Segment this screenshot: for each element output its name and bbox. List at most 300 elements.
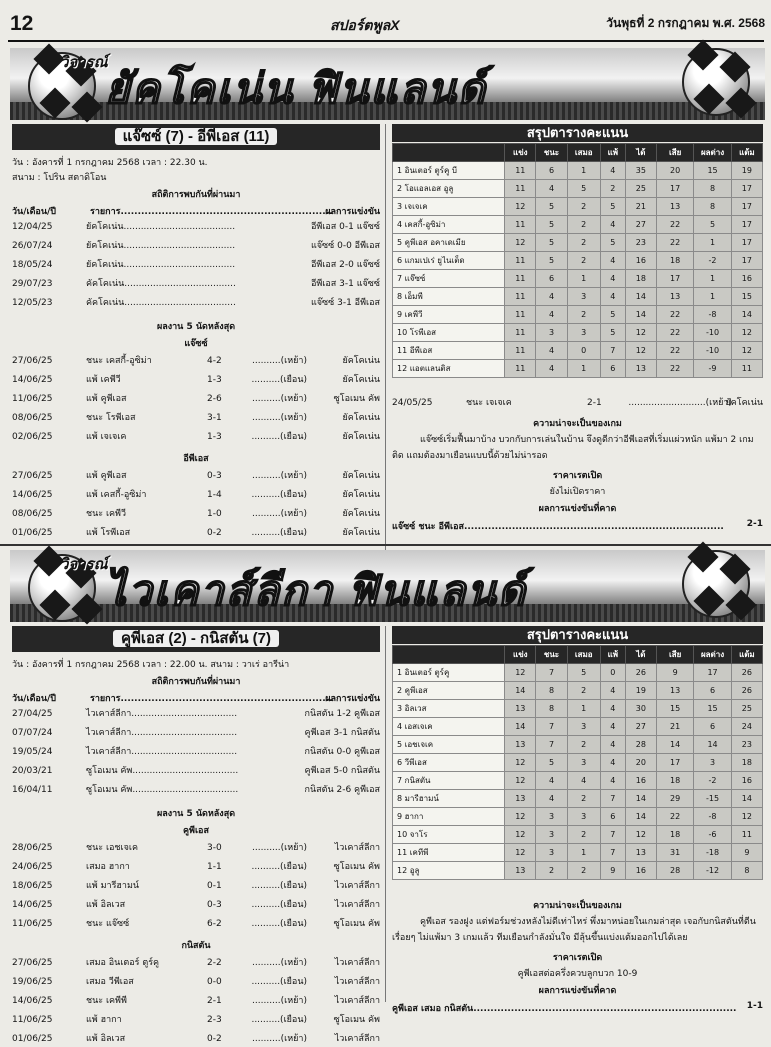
standings-rank: 4 bbox=[397, 220, 403, 229]
form-venue: ..........(เหย้า) bbox=[252, 356, 307, 366]
col-result: ผลการแข่งขัน bbox=[325, 694, 380, 704]
form-competition: ไวเคาส์ลีกา bbox=[334, 843, 380, 853]
form-venue: ..........(เยือน) bbox=[251, 977, 307, 987]
standings-cell: 14 bbox=[625, 808, 656, 826]
standings-row bbox=[393, 360, 763, 378]
standings-team-name: เอสเจเค bbox=[404, 722, 433, 731]
form-venue: ..........(เหย้า) bbox=[252, 394, 307, 404]
standings-cell: 13 bbox=[505, 862, 536, 880]
standings-rank: 3 bbox=[397, 202, 403, 211]
form-score: 2-6 bbox=[207, 394, 222, 404]
h2h-competition: ไวเคาส์ลีกา..................................... bbox=[86, 709, 238, 719]
banner-subtitle: วิจารณ์ bbox=[60, 54, 108, 71]
form-venue: ..........(เยือน) bbox=[251, 432, 307, 442]
standings-cell: 13 bbox=[505, 736, 536, 754]
form-score: 0-0 bbox=[207, 977, 222, 987]
standings-cell: 1 bbox=[567, 844, 600, 862]
h2h-row bbox=[12, 220, 380, 235]
analysis-heading: ความน่าจะเป็นของเกม bbox=[533, 901, 622, 911]
standings-cell: 4 bbox=[567, 772, 600, 790]
standings-team-name: เคสกี้-อูซิม่า bbox=[404, 220, 446, 229]
ball-panel bbox=[693, 585, 724, 616]
standings-col-header: เสีย bbox=[656, 144, 693, 162]
standings-col-header: แพ้ bbox=[600, 646, 625, 664]
h2h-result: อีพีเอส 2-0 แจ๊ซซ์ bbox=[310, 260, 380, 270]
form-score: 0-2 bbox=[207, 1034, 222, 1044]
standings-cell: 14 bbox=[656, 736, 693, 754]
standings-cell: 4 bbox=[536, 342, 567, 360]
standings-team bbox=[393, 180, 505, 198]
form-date: 08/06/25 bbox=[12, 413, 53, 423]
ball-panel bbox=[719, 51, 750, 82]
form-result: ชนะ เคสกี้-อูซิม่า bbox=[86, 356, 152, 366]
form-score: 1-0 bbox=[207, 509, 222, 519]
standings-cell: 6 bbox=[536, 162, 567, 180]
standings-cell: 2 bbox=[567, 306, 600, 324]
form-result: แพ้ เคพีวี bbox=[86, 375, 121, 385]
col-list: รายการ.............................................................. bbox=[90, 694, 333, 704]
standings-rank: 8 bbox=[397, 794, 403, 803]
standings-cell: 8 bbox=[536, 682, 567, 700]
section-divider bbox=[0, 544, 771, 546]
analysis-text: คูพีเอส รองฝูง แต่ฟอร์มช่วงหลังไม่ดีเท่าไหร่ พึ่งมาหน่อยในเกมล่าสุด เจอกับกนิสตันที่ตีนเรื่อยๆ ไม่แพ้มา 3 เกมแล้ว ทีมเยือนกำลังมั่นใจ มีลุ้นขึ้นแบ่งแต้มออกไปได้เลย bbox=[392, 917, 756, 943]
standings-team-name: วีพีเอส bbox=[404, 758, 427, 767]
form-venue: ..........(เหย้า) bbox=[252, 509, 307, 519]
h2h-date: 19/05/24 bbox=[12, 747, 53, 757]
standings-cell: 15 bbox=[694, 162, 731, 180]
standings-cell: 12 bbox=[505, 198, 536, 216]
standings-cell: 22 bbox=[656, 342, 693, 360]
form-row bbox=[12, 430, 380, 445]
standings-cell: 17 bbox=[656, 270, 693, 288]
match-title bbox=[12, 626, 380, 652]
form-date: 27/06/25 bbox=[12, 471, 53, 481]
standings-cell: 1 bbox=[694, 288, 731, 306]
form-row bbox=[12, 488, 380, 503]
h2h-competition: ยัคโคเน่น....................................... bbox=[86, 241, 236, 251]
banner-subtitle: วิจารณ์ bbox=[60, 556, 108, 573]
standings-cell: 4 bbox=[536, 790, 567, 808]
standings-row bbox=[393, 772, 763, 790]
standings-cell: -12 bbox=[694, 862, 731, 880]
form-date: 14/06/25 bbox=[12, 900, 53, 910]
form-date: 24/06/25 bbox=[12, 862, 53, 872]
form-score: 1-4 bbox=[207, 490, 222, 500]
standings-cell: 0 bbox=[567, 342, 600, 360]
standings-cell: 7 bbox=[536, 664, 567, 682]
standings-row bbox=[393, 700, 763, 718]
standings-cell: 5 bbox=[536, 252, 567, 270]
match-title-text: คูพีเอส (2) - กนิสตัน (7) bbox=[113, 630, 279, 647]
standings-team bbox=[393, 808, 505, 826]
price-heading: ราคาเรตเปิด bbox=[552, 953, 603, 963]
form-row bbox=[12, 411, 380, 426]
analysis-text: แจ๊ซซ์เริ่มฟื้นมาบ้าง บวกกับการเล่นในบ้าน จึงดูดีกว่าอีพีเอสที่เริ่มแผ่วหนัก แพ้มา 2 เกมติด แถมต้องมาเยือนแบบนี้ด้วยไม่น่ารอด bbox=[392, 435, 754, 461]
standings-col-header: ได้ bbox=[625, 646, 656, 664]
standings-cell: 11 bbox=[505, 162, 536, 180]
h2h-result: กนิสตัน 2-6 คูพีเอส bbox=[304, 785, 380, 795]
standings-cell: 17 bbox=[731, 180, 762, 198]
standings-team-name: คูพีเอส อคาเดเมีย bbox=[404, 238, 466, 247]
standings-cell: -9 bbox=[694, 360, 731, 378]
standings-cell: 3 bbox=[536, 826, 567, 844]
form-result: แพ้ เคสกี้-อูซิม่า bbox=[86, 490, 147, 500]
form-row bbox=[12, 392, 380, 407]
form-heading: ผลงาน 5 นัดหลังสุด bbox=[156, 322, 236, 332]
standings-row bbox=[393, 234, 763, 252]
standings-cell: 4 bbox=[600, 252, 625, 270]
standings-cell: 2 bbox=[567, 216, 600, 234]
standings-cell: 4 bbox=[600, 162, 625, 180]
standings-cell: 28 bbox=[656, 862, 693, 880]
standings-rank: 7 bbox=[397, 776, 403, 785]
standings-cell: 8 bbox=[694, 180, 731, 198]
standings-cell: 2 bbox=[567, 252, 600, 270]
standings-cell: 4 bbox=[536, 360, 567, 378]
form-row bbox=[12, 994, 380, 1009]
standings-team bbox=[393, 862, 505, 880]
form-date: 24/05/25 bbox=[392, 398, 433, 408]
form-venue: ..........(เยือน) bbox=[251, 862, 307, 872]
standings-cell: 8 bbox=[536, 700, 567, 718]
standings-cell: 12 bbox=[625, 342, 656, 360]
standings-cell: 27 bbox=[625, 718, 656, 736]
standings-cell: 11 bbox=[505, 342, 536, 360]
standings-row bbox=[393, 754, 763, 772]
standings-row bbox=[393, 288, 763, 306]
standings-cell: 13 bbox=[625, 844, 656, 862]
ball-panel bbox=[39, 589, 70, 620]
standings-header-row bbox=[393, 144, 763, 162]
standings-cell: 3 bbox=[567, 718, 600, 736]
standings-cell: 16 bbox=[731, 270, 762, 288]
standings-cell: 4 bbox=[600, 736, 625, 754]
form-result: เสมอ อินเตอร์ ตูร์คู bbox=[86, 958, 160, 968]
soccer-ball-icon bbox=[682, 550, 750, 618]
form-row-extra bbox=[392, 396, 763, 411]
standings-cell: 6 bbox=[600, 360, 625, 378]
standings-cell: 18 bbox=[656, 252, 693, 270]
standings-cell: 21 bbox=[656, 718, 693, 736]
h2h-competition: ซูโอเมน คัพ..................................... bbox=[86, 785, 239, 795]
standings-cell: 4 bbox=[600, 700, 625, 718]
form-score: 2-2 bbox=[207, 958, 222, 968]
match-venue: สนาม : โปริน สตาดิโอน bbox=[12, 173, 107, 183]
standings-team bbox=[393, 844, 505, 862]
standings-cell: 20 bbox=[656, 162, 693, 180]
standings-cell: 25 bbox=[731, 700, 762, 718]
standings-team bbox=[393, 772, 505, 790]
form-score: 2-1 bbox=[207, 996, 222, 1006]
standings-cell: 1 bbox=[567, 162, 600, 180]
standings-cell: 12 bbox=[505, 664, 536, 682]
h2h-date: 20/03/21 bbox=[12, 766, 53, 776]
analysis-heading: ความน่าจะเป็นของเกม bbox=[533, 419, 622, 429]
standings-cell: 14 bbox=[505, 718, 536, 736]
standings-team-name: อินเตอร์ ตูร์คู บี bbox=[404, 166, 457, 175]
form-competition: ไวเคาส์ลีกา bbox=[334, 958, 380, 968]
standings-title: สรุปตารางคะแนน bbox=[392, 124, 763, 142]
standings-team-name: จาโร bbox=[409, 830, 428, 839]
standings-team-name: กนิสตัน bbox=[404, 776, 431, 785]
standings-rank: 2 bbox=[397, 184, 403, 193]
standings-rank: 6 bbox=[397, 256, 403, 265]
standings-cell: 22 bbox=[656, 324, 693, 342]
standings-cell: -18 bbox=[694, 844, 731, 862]
standings-cell: 2 bbox=[567, 234, 600, 252]
standings-cell: 5 bbox=[600, 324, 625, 342]
prediction-text: แจ๊ซซ์ ชนะ อีพีเอส............................................................................ bbox=[392, 522, 724, 532]
standings-cell: 12 bbox=[505, 234, 536, 252]
form-date: 14/06/25 bbox=[12, 375, 53, 385]
form-competition: ไวเคาส์ลีกา bbox=[334, 900, 380, 910]
standings-team-name: อูลู bbox=[409, 866, 420, 875]
standings-cell: -2 bbox=[694, 772, 731, 790]
standings-cell: 4 bbox=[600, 288, 625, 306]
standings-cell: 19 bbox=[731, 162, 762, 180]
standings-team bbox=[393, 342, 505, 360]
form-result: ชนะ เคพีพี bbox=[86, 996, 127, 1006]
standings-cell: 23 bbox=[731, 736, 762, 754]
match-info: วัน : อังคารที่ 1 กรกฎาคม 2568 เวลา : 22.00 น. สนาม : วาเร่ อารีน่า bbox=[12, 660, 290, 670]
h2h-date: 07/07/24 bbox=[12, 728, 53, 738]
standings-cell: 12 bbox=[625, 324, 656, 342]
standings-row bbox=[393, 216, 763, 234]
standings-rank: 6 bbox=[397, 758, 403, 767]
standings-team bbox=[393, 288, 505, 306]
standings-cell: 5 bbox=[600, 198, 625, 216]
standings-col-header: แต้ม bbox=[731, 144, 762, 162]
standings-cell: 4 bbox=[536, 306, 567, 324]
standings-cell: 6 bbox=[694, 718, 731, 736]
form-competition: ยัคโคเน่น bbox=[342, 356, 380, 366]
form-score: 3-0 bbox=[207, 843, 222, 853]
form-date: 19/06/25 bbox=[12, 977, 53, 987]
standings-team bbox=[393, 306, 505, 324]
match-info: วัน : อังคารที่ 1 กรกฎาคม 2568 เวลา : 22.30 น. bbox=[12, 158, 208, 168]
standings-cell: 22 bbox=[656, 360, 693, 378]
prediction-line bbox=[392, 519, 763, 533]
soccer-ball-icon bbox=[682, 48, 750, 116]
form-competition: ซูโอเมน คัพ bbox=[333, 394, 380, 404]
form-result: ชนะ เจเจเค bbox=[466, 398, 512, 408]
form-date: 28/06/25 bbox=[12, 843, 53, 853]
standings-team-name: เอชเจเค bbox=[404, 740, 434, 749]
standings-col-header: แพ้ bbox=[600, 144, 625, 162]
h2h-row bbox=[12, 726, 380, 741]
standings-rank: 2 bbox=[397, 686, 403, 695]
form-competition: ไวเคาส์ลีกา bbox=[334, 1034, 380, 1044]
form-row bbox=[12, 373, 380, 388]
form-result: แพ้ ฮากา bbox=[86, 1015, 122, 1025]
standings-row bbox=[393, 198, 763, 216]
banner-title: ไวเคาส์ลีกา ฟินแลนด์ bbox=[105, 567, 528, 614]
h2h-row bbox=[12, 239, 380, 254]
standings-row bbox=[393, 682, 763, 700]
form-row bbox=[12, 1032, 380, 1047]
issue-date: วันพุธที่ 2 กรกฎาคม พ.ศ. 2568 bbox=[606, 16, 765, 30]
standings-cell: 17 bbox=[731, 234, 762, 252]
standings-cell: 12 bbox=[505, 772, 536, 790]
form-row bbox=[12, 879, 380, 894]
standings-cell: 3 bbox=[567, 754, 600, 772]
form-row bbox=[12, 975, 380, 990]
standings-cell: 1 bbox=[694, 270, 731, 288]
standings-team bbox=[393, 682, 505, 700]
standings-cell: 3 bbox=[567, 808, 600, 826]
standings-cell: 11 bbox=[505, 324, 536, 342]
standings-cell: 22 bbox=[656, 216, 693, 234]
standings-cell: 25 bbox=[625, 180, 656, 198]
form-venue: ..........(เหย้า) bbox=[252, 1034, 307, 1044]
standings-col-header: ชนะ bbox=[536, 646, 567, 664]
standings-cell: 2 bbox=[567, 682, 600, 700]
standings-rank: 1 bbox=[397, 668, 403, 677]
standings-cell: 2 bbox=[600, 180, 625, 198]
standings-cell: 14 bbox=[625, 288, 656, 306]
standings-cell: 0 bbox=[600, 664, 625, 682]
standings-cell: 4 bbox=[536, 288, 567, 306]
standings-cell: 13 bbox=[656, 682, 693, 700]
team-a-name: แจ๊ซซ์ bbox=[184, 339, 208, 349]
form-date: 11/06/25 bbox=[12, 1015, 53, 1025]
form-competition: ซูโอเมน คัพ bbox=[333, 919, 380, 929]
standings-rank: 7 bbox=[397, 274, 403, 283]
standings-team-name: แอตแลนติส bbox=[409, 364, 451, 373]
standings-row bbox=[393, 736, 763, 754]
team-b-name: อีพีเอส bbox=[183, 454, 209, 464]
form-score: 0-3 bbox=[207, 900, 222, 910]
prediction-score: 2-1 bbox=[746, 519, 763, 529]
h2h-date: 29/07/23 bbox=[12, 279, 53, 289]
standings-row bbox=[393, 718, 763, 736]
match-title bbox=[12, 124, 380, 150]
standings-cell: 2 bbox=[567, 862, 600, 880]
standings-cell: 4 bbox=[600, 772, 625, 790]
form-result: ชนะ โรพีเอส bbox=[86, 413, 136, 423]
standings-rank: 8 bbox=[397, 292, 403, 301]
standings-col-header: เสีย bbox=[656, 646, 693, 664]
form-score: 6-2 bbox=[207, 919, 222, 929]
standings-cell: 9 bbox=[656, 664, 693, 682]
banner-title: ยัคโคเน่น ฟินแลนด์ bbox=[105, 65, 488, 112]
form-result: ชนะ เอชเจเค bbox=[86, 843, 138, 853]
standings-row bbox=[393, 808, 763, 826]
standings-col-header: ผลต่าง bbox=[694, 646, 731, 664]
standings-cell: 11 bbox=[505, 252, 536, 270]
standings-row bbox=[393, 270, 763, 288]
h2h-date: 12/04/25 bbox=[12, 222, 53, 232]
page-header bbox=[0, 0, 771, 46]
form-competition: ยัคโคเน่น bbox=[725, 398, 763, 408]
standings-cell: 14 bbox=[625, 790, 656, 808]
h2h-competition: ยัคโคเน่น....................................... bbox=[86, 222, 236, 232]
standings-cell: 1 bbox=[694, 234, 731, 252]
form-row bbox=[12, 526, 380, 541]
form-competition: ยัคโคเน่น bbox=[342, 432, 380, 442]
standings-cell: 2 bbox=[567, 790, 600, 808]
standings-cell: 31 bbox=[656, 844, 693, 862]
standings-cell: 12 bbox=[505, 808, 536, 826]
standings-cell: 22 bbox=[656, 808, 693, 826]
standings-cell: -10 bbox=[694, 342, 731, 360]
standings-row bbox=[393, 306, 763, 324]
standings-cell: 11 bbox=[731, 826, 762, 844]
standings-row bbox=[393, 252, 763, 270]
form-venue: ..........(เยือน) bbox=[251, 375, 307, 385]
standings-cell: 3 bbox=[567, 324, 600, 342]
standings-cell: 8 bbox=[694, 198, 731, 216]
standings-cell: -2 bbox=[694, 252, 731, 270]
h2h-result: กนิสตัน 0-0 คูพีเอส bbox=[304, 747, 380, 757]
col-result: ผลการแข่งขัน bbox=[325, 207, 380, 217]
standings-cell: 13 bbox=[656, 198, 693, 216]
h2h-heading: สถิติการพบกันที่ผ่านมา bbox=[151, 677, 241, 687]
h2h-result: กนิสตัน 1-2 คูพีเอส bbox=[304, 709, 380, 719]
h2h-date: 18/05/24 bbox=[12, 260, 53, 270]
standings-cell: 8 bbox=[731, 862, 762, 880]
standings-cell: 6 bbox=[694, 682, 731, 700]
standings-cell: -8 bbox=[694, 808, 731, 826]
standings-team-name: เอ็มพี bbox=[404, 292, 423, 301]
standings-cell: 4 bbox=[600, 216, 625, 234]
standings-cell: 26 bbox=[625, 664, 656, 682]
standings-cell: 4 bbox=[536, 772, 567, 790]
form-competition: ยัคโคเน่น bbox=[342, 471, 380, 481]
standings-cell: 5 bbox=[567, 664, 600, 682]
standings-col-header: ผลต่าง bbox=[694, 144, 731, 162]
standings-cell: 7 bbox=[600, 844, 625, 862]
form-row bbox=[12, 354, 380, 369]
standings-team bbox=[393, 790, 505, 808]
standings-cell: 5 bbox=[536, 198, 567, 216]
standings-rank: 12 bbox=[397, 866, 408, 875]
standings-col-header: ชนะ bbox=[536, 144, 567, 162]
standings-rank: 4 bbox=[397, 722, 403, 731]
standings-cell: 11 bbox=[505, 288, 536, 306]
standings-rank: 10 bbox=[397, 328, 408, 337]
standings-rank: 1 bbox=[397, 166, 403, 175]
standings-team-name: เจเจเค bbox=[404, 202, 428, 211]
standings-cell: 15 bbox=[656, 700, 693, 718]
standings-cell: 11 bbox=[505, 270, 536, 288]
h2h-row bbox=[12, 783, 380, 798]
form-score: 2-1 bbox=[587, 398, 602, 408]
form-result: แพ้ คูพีเอส bbox=[86, 394, 127, 404]
standings-cell: 4 bbox=[600, 754, 625, 772]
standings-cell: 18 bbox=[656, 826, 693, 844]
standings-col-header: แข่ง bbox=[505, 646, 536, 664]
h2h-date: 27/04/25 bbox=[12, 709, 53, 719]
form-row bbox=[12, 898, 380, 913]
standings-cell: 29 bbox=[656, 790, 693, 808]
form-result: แพ้ เจเจเค bbox=[86, 432, 127, 442]
article-banner bbox=[10, 550, 765, 622]
standings-cell: 11 bbox=[505, 180, 536, 198]
standings-team-name: อิลเวส bbox=[404, 704, 427, 713]
h2h-competition: คัคโคเน่น....................................... bbox=[86, 279, 236, 289]
standings-team bbox=[393, 718, 505, 736]
standings-cell: 12 bbox=[505, 826, 536, 844]
standings-team-name: มารีฮามน์ bbox=[404, 794, 439, 803]
form-venue: ..........(เยือน) bbox=[251, 528, 307, 538]
standings-cell: -10 bbox=[694, 324, 731, 342]
form-date: 27/06/25 bbox=[12, 958, 53, 968]
standings-cell: 2 bbox=[567, 198, 600, 216]
standings-row bbox=[393, 162, 763, 180]
standings-team-name: อินเตอร์ ตูร์คู bbox=[404, 668, 450, 677]
standings-cell: -6 bbox=[694, 826, 731, 844]
